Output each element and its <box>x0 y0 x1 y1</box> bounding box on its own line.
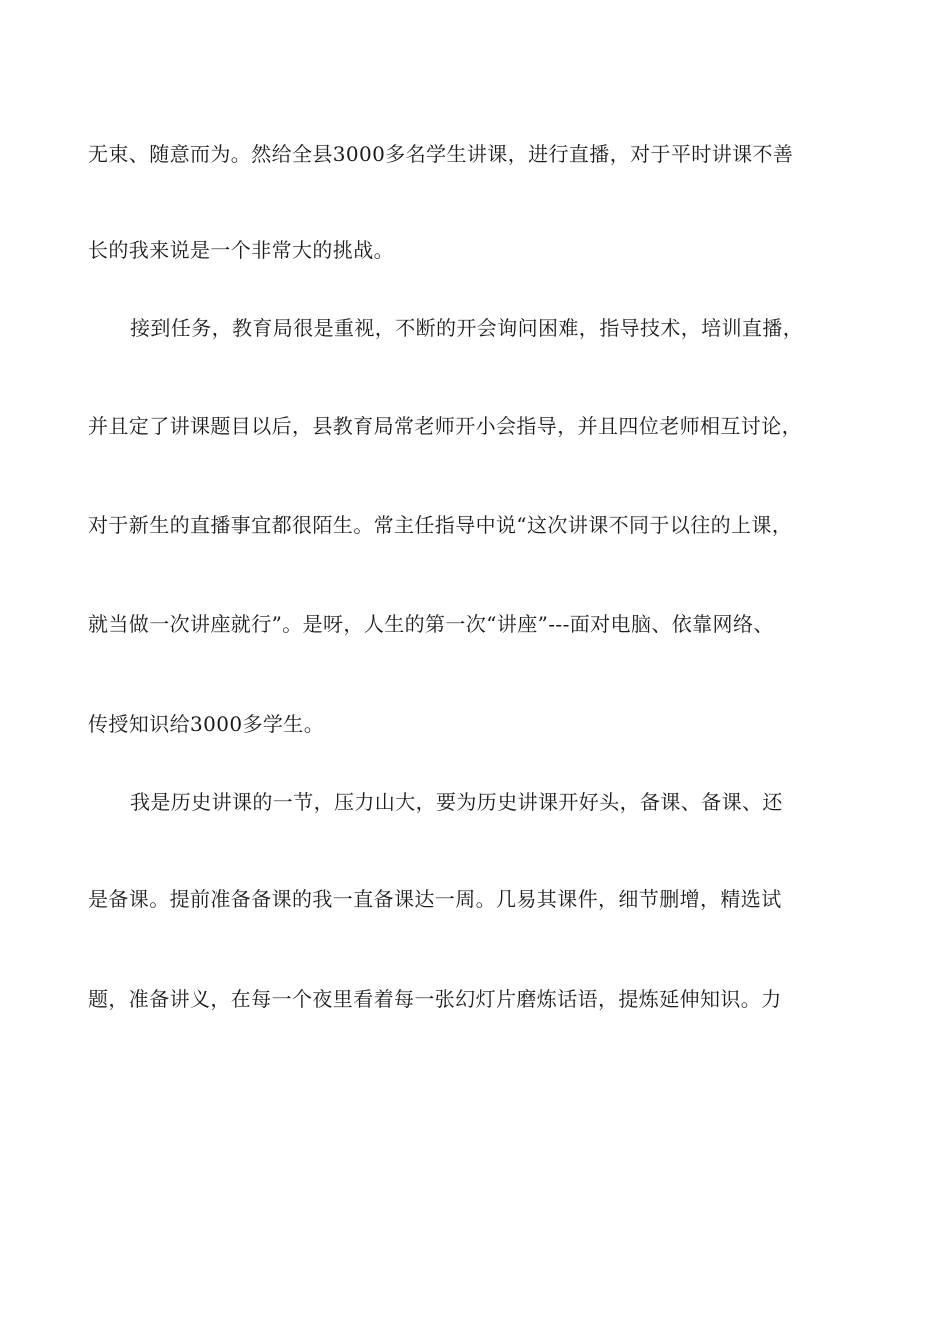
text-line: 无束、随意而为。然给全县3000多名学生讲课，进行直播，对于平时讲课不善 <box>88 142 794 166</box>
text-line: 就当做一次讲座就行”。是呀，人生的第一次“讲座”---面对电脑、依靠网络、 <box>88 612 774 636</box>
text-line: 对于新生的直播事宜都很陌生。常主任指导中说“这次讲课不同于以往的上课， <box>88 513 793 537</box>
text-line: 是备课。提前准备备课的我一直备课达一周。几易其课件，细节删增，精选试 <box>88 887 782 911</box>
paragraph-start-line: 接到任务，教育局很是重视，不断的开会询问困难，指导技术，培训直播， <box>130 316 804 340</box>
text-line: 长的我来说是一个非常大的挑战。 <box>88 238 394 262</box>
paragraph-start-line: 我是历史讲课的一节，压力山大，要为历史讲课开好头，备课、备课、还 <box>130 790 783 814</box>
text-line: 题，准备讲义，在每一个夜里看着每一张幻灯片磨炼话语，提炼延伸知识。力 <box>88 987 782 1011</box>
text-line: 传授知识给3000多学生。 <box>88 712 325 736</box>
text-line: 并且定了讲课题目以后，县教育局常老师开小会指导，并且四位老师相互讨论， <box>88 414 802 438</box>
